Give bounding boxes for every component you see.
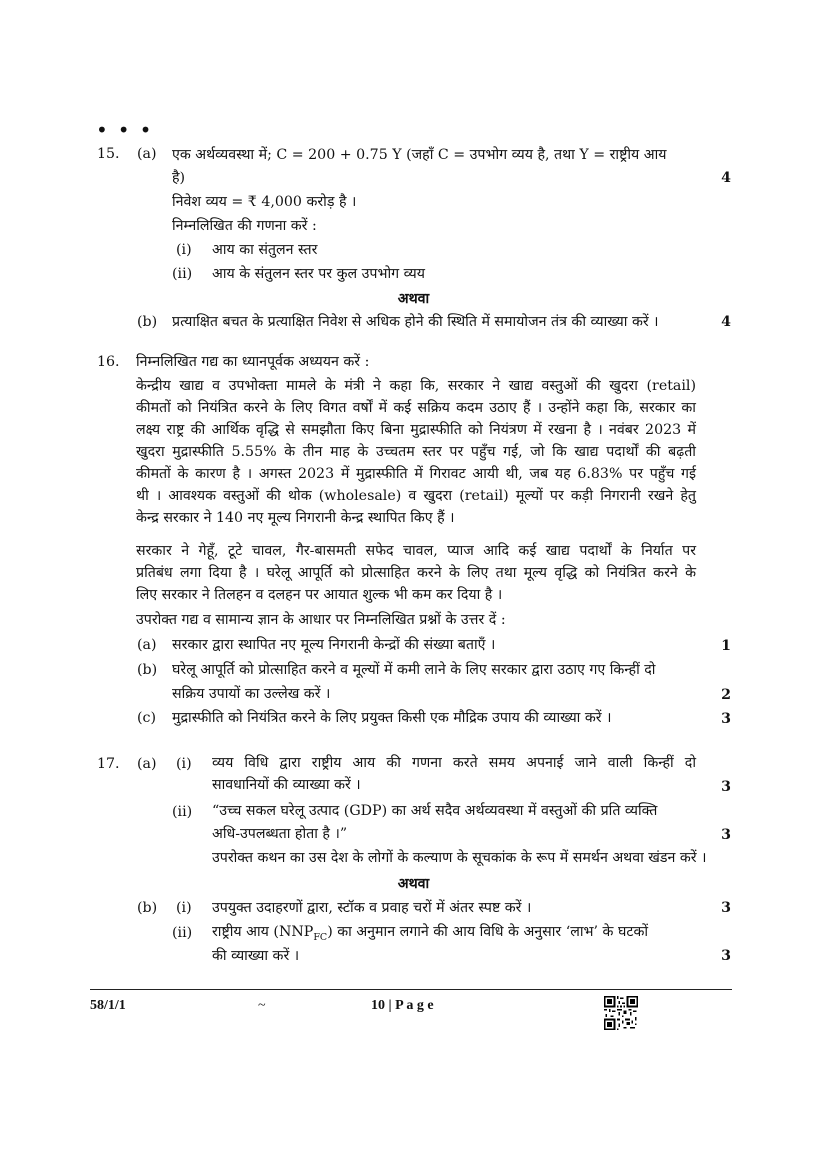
q15-b-text: प्रत्याक्षित बचत के प्रत्याक्षित निवेश से अधिक होने की स्थिति में समायोजन तंत्र की व्याख्या करें । — [172, 314, 659, 330]
q17-b-ii-line1 — [212, 922, 648, 948]
q17-a-i-marks: 3 — [721, 779, 731, 795]
q17-a-i-text — [212, 752, 696, 796]
q16-b-marks: 2 — [721, 687, 731, 703]
q17-b-i-text: उपयुक्त उदाहरणों द्वारा, स्टॉक व प्रवाह चरों में अंतर स्पष्ट करें । — [212, 900, 532, 916]
q17-a-i-line: सावधानियों की व्याख्या करें । — [212, 777, 361, 793]
q17-number: 17. — [97, 756, 120, 772]
q15-b-label: (b) — [137, 314, 158, 330]
q17-a-label: (a) — [137, 756, 157, 772]
q17-a-ii-marks: 3 — [721, 827, 731, 843]
q16-instruction: उपरोक्त गद्य व सामान्य ज्ञान के आधार पर निम्नलिखित प्रश्नों के उत्तर दें : — [136, 612, 506, 628]
q17-b-i-label: (i) — [176, 900, 192, 916]
q17-b-ii-label: (ii) — [172, 925, 193, 941]
q16-a-marks: 1 — [721, 638, 731, 654]
q16-para1-line: केन्द्र सरकार ने 140 नए मूल्य निगरानी केन्द्र स्थापित किए हैं । — [136, 510, 455, 526]
q16-paragraph-1 — [136, 375, 696, 529]
q15-a-line3: निवेश व्यय = ₹ 4,000 करोड़ है । — [172, 194, 357, 210]
q17-a-ii-line1: “उच्च सकल घरेलू उत्पाद (GDP) का अर्थ सदैव अर्थव्यवस्था में वस्तुओं की प्रति व्यक्ति — [212, 803, 658, 819]
q15-a-line1: एक अर्थव्यवस्था में; C = 200 + 0.75 Y (जहाँ C = उपभोग व्यय है, तथा Y = राष्ट्रीय आय — [172, 147, 667, 163]
q16-para1-line: खुदरा मुद्रास्फीति 5.55% के तीन माह के उच्चतम स्तर पर पहुँच गई, जो कि खाद्य पदार्थों की बढ़ती — [136, 444, 696, 460]
q15-b-marks: 4 — [721, 314, 731, 330]
q16-number: 16. — [97, 354, 120, 370]
q17-a-ii-label: (ii) — [172, 804, 193, 820]
q15-a-line4: निम्नलिखित की गणना करें : — [172, 218, 317, 234]
q17-a-ii-line3: उपरोक्त कथन का उस देश के लोगों के कल्याण के सूचकांक के रूप में समर्थन अथवा खंडन करें । — [212, 850, 707, 866]
q17-b-i-marks: 3 — [721, 900, 731, 916]
q15-or: अथवा — [397, 291, 430, 307]
q16-b-label: (b) — [137, 662, 158, 678]
q17-b-ii-sub: FC — [313, 931, 328, 943]
q15-ii-text: आय के संतुलन स्तर पर कुल उपभोग व्यय — [212, 266, 425, 282]
q16-intro: निम्नलिखित गद्य का ध्यानपूर्वक अध्ययन करें : — [136, 354, 370, 370]
footer-tilde: ~ — [258, 998, 266, 1013]
q16-c-text: मुद्रास्फीति को नियंत्रित करने के लिए प्रयुक्त किसी एक मौद्रिक उपाय की व्याख्या करें । — [172, 710, 612, 726]
q17-b-ii-marks: 3 — [721, 948, 731, 964]
q15-ii-label: (ii) — [172, 266, 193, 282]
q17-a-i-line: व्यय विधि द्वारा राष्ट्रीय आय की गणना करते समय अपनाई जाने वाली किन्हीं दो — [212, 755, 696, 771]
q15-i-text: आय का संतुलन स्तर — [212, 242, 318, 258]
q16-b-line2: सक्रिय उपायों का उल्लेख करें । — [172, 686, 331, 702]
q16-a-text: सरकार द्वारा स्थापित नए मूल्य निगरानी केन्द्रों की संख्या बताएँ । — [172, 637, 496, 653]
q17-or: अथवा — [397, 876, 430, 892]
q16-para1-line: केन्द्रीय खाद्य व उपभोक्ता मामले के मंत्री ने कहा कि, सरकार ने खाद्य वस्तुओं की खुदरा (retail) — [136, 378, 696, 394]
q16-para2-line: सरकार ने गेहूँ, टूटे चावल, गैर-बासमती सफेद चावल, प्याज आदि कई खाद्य पदार्थों के निर्यात पर — [136, 543, 696, 559]
q16-c-marks: 3 — [721, 711, 731, 727]
q17-a-ii-line2: अधि-उपलब्धता होता है ।” — [212, 826, 348, 842]
q15-number: 15. — [97, 146, 120, 162]
q16-para1-line: कीमतों को नियंत्रित करने के लिए विगत वर्षों में कई सक्रिय कदम उठाए हैं । उन्होंने कहा कि, सरकार का — [136, 400, 696, 416]
q15-i-label: (i) — [176, 242, 192, 258]
q15-a-marks: 4 — [721, 170, 731, 186]
bullet-dots: ••• — [96, 118, 162, 142]
q16-para2-line: लिए सरकार ने तिलहन व दलहन पर आयात शुल्क भी कम कर दिया है । — [136, 587, 503, 603]
q15-a-label: (a) — [137, 146, 157, 162]
q17-b-ii-pre: राष्ट्रीय आय (NNP — [212, 924, 314, 940]
q17-b-ii-post: ) का अनुमान लगाने की आय विधि के अनुसार ‘लाभ’ के घटकों — [327, 924, 649, 940]
q16-para1-line: कीमतों के कारण है । अगस्त 2023 में मुद्रास्फीति में गिरावट आयी थी, जब यह 6.83% पर पहुँच गई — [136, 466, 696, 482]
q16-para1-line: थी । आवश्यक वस्तुओं की थोक (wholesale) व खुदरा (retail) मूल्यों पर कड़ी निगरानी रखने हेतु — [136, 488, 696, 504]
q16-para1-line: लक्ष्य राष्ट्र की आर्थिक वृद्धि से समझौता किए बिना मुद्रास्फीति को नियंत्रण में रखना है । नवंबर 2023 में — [136, 422, 696, 438]
footer-divider — [90, 989, 732, 990]
q17-a-i-label: (i) — [176, 756, 192, 772]
q16-para2-line: प्रतिबंध लगा दिया है । घरेलू आपूर्ति को प्रोत्साहित करने के लिए तथा मूल्य वृद्धि को नियंत्रित करने के — [136, 565, 696, 581]
q15-a-line2: है) — [172, 170, 186, 186]
q17-b-label: (b) — [137, 900, 158, 916]
qr-code-icon — [604, 996, 638, 1030]
footer-code: 58/1/1 — [90, 998, 126, 1013]
q16-b-line1: घरेलू आपूर्ति को प्रोत्साहित करने व मूल्यों में कमी लाने के लिए सरकार द्वारा उठाए गए किन्हीं दो — [172, 662, 656, 678]
q16-a-label: (a) — [137, 637, 157, 653]
q16-c-label: (c) — [137, 710, 157, 726]
q16-paragraph-2 — [136, 540, 696, 606]
q17-b-ii-line2: की व्याख्या करें । — [212, 948, 300, 964]
footer-page-number: 10 | P a g e — [371, 998, 434, 1013]
